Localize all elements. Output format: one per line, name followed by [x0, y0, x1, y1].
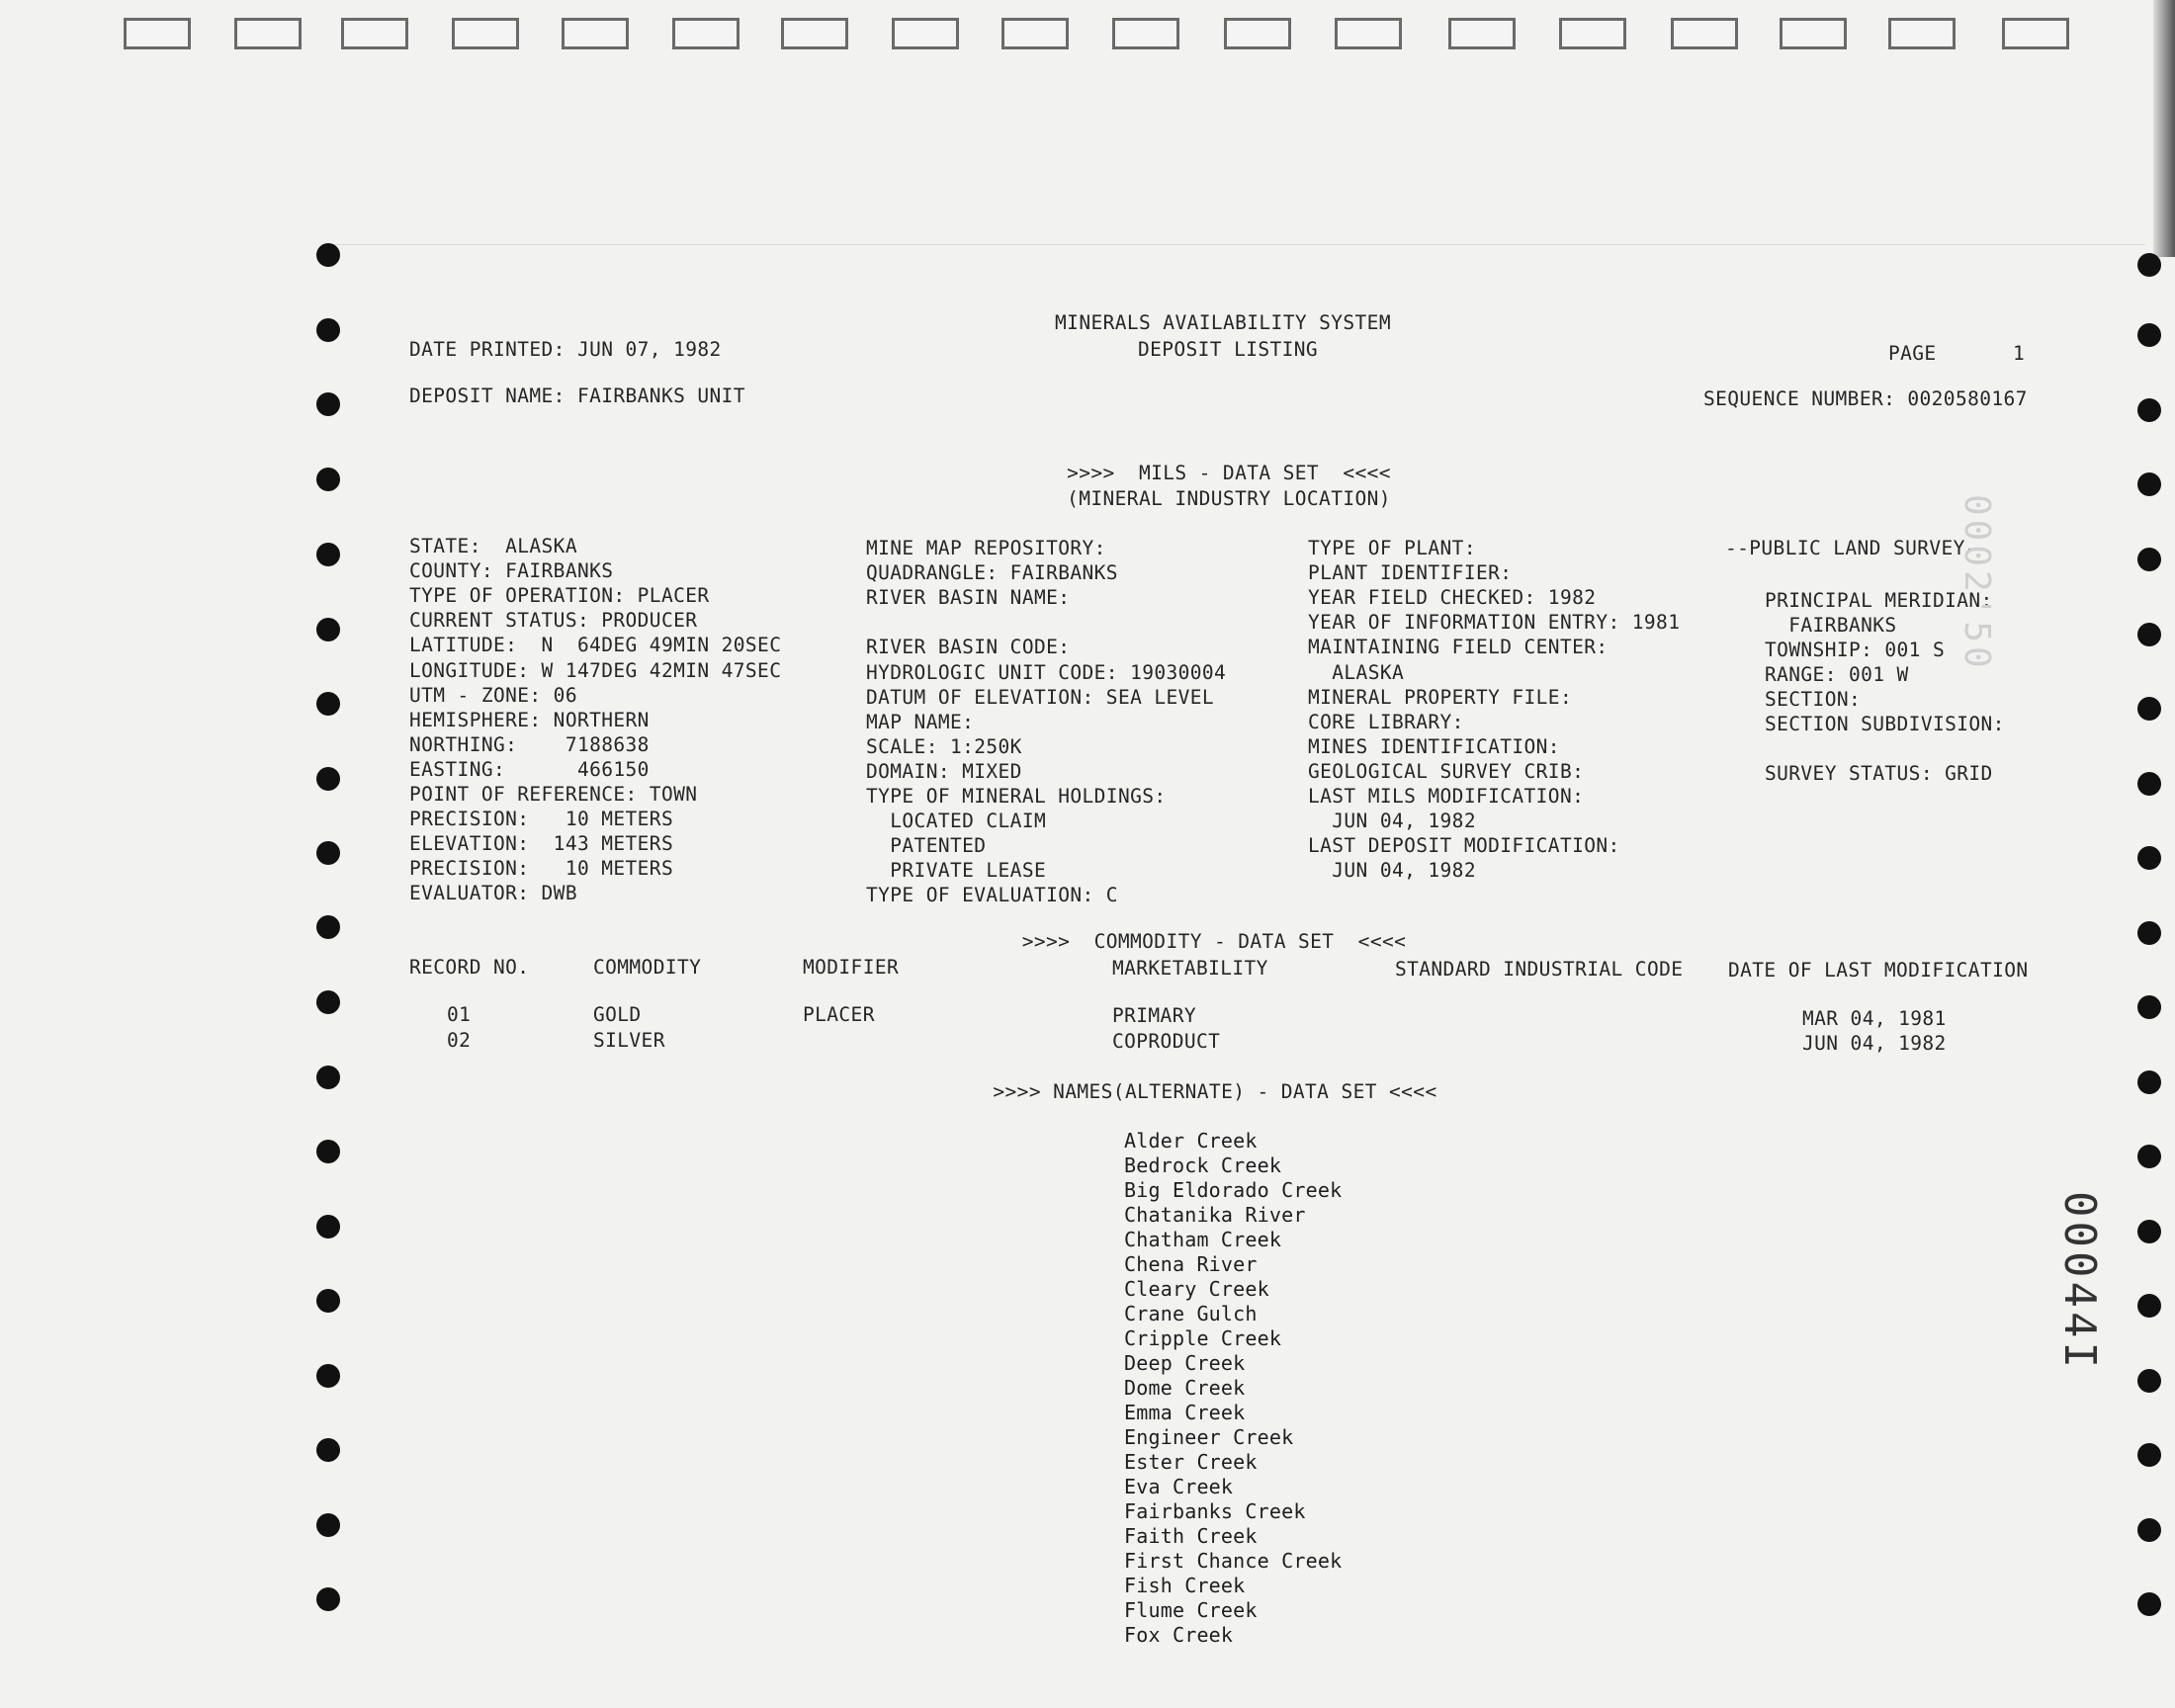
- tractor-hole-right: [2137, 1369, 2161, 1393]
- tractor-hole-left: [316, 841, 340, 865]
- mils-field: JUN 04, 1982: [1308, 859, 1476, 882]
- column-header: STANDARD INDUSTRIAL CODE: [1395, 958, 1684, 981]
- mils-field: SECTION:: [1765, 688, 1862, 711]
- column-header: COMMODITY: [593, 956, 702, 979]
- mils-field: PRINCIPAL MERIDIAN:: [1765, 589, 1993, 612]
- mils-field: LONGITUDE: W 147DEG 42MIN 47SEC: [409, 659, 782, 682]
- mils-field: NORTHING: 7188638: [409, 733, 650, 756]
- list-item: Cleary Creek: [1124, 1277, 1269, 1301]
- list-item: Chatanika River: [1124, 1203, 1306, 1227]
- tractor-hole-left: [316, 543, 340, 566]
- mils-field: FAIRBANKS: [1765, 614, 1897, 637]
- list-item: Chatham Creek: [1124, 1228, 1282, 1251]
- listing-title: DEPOSIT LISTING: [1137, 338, 1319, 361]
- modifier: PLACER: [803, 1003, 875, 1026]
- mils-field: LAST MILS MODIFICATION:: [1308, 785, 1585, 808]
- mils-heading: >>>> MILS - DATA SET <<<<: [1067, 462, 1391, 484]
- tractor-hole-left: [316, 1066, 340, 1089]
- list-item: Dome Creek: [1124, 1376, 1246, 1400]
- list-item: Faith Creek: [1124, 1524, 1258, 1548]
- last-modified-date: JUN 04, 1982: [1802, 1032, 1947, 1055]
- tractor-hole-right: [2137, 398, 2161, 422]
- mils-field: SURVEY STATUS: GRID: [1765, 762, 1993, 785]
- record-number: 02: [447, 1029, 472, 1052]
- list-item: Chena River: [1124, 1252, 1258, 1276]
- tractor-hole-left: [316, 1289, 340, 1313]
- mils-field: LOCATED CLAIM: [866, 810, 1047, 832]
- tractor-hole-left: [316, 692, 340, 716]
- tractor-perforation: [1780, 18, 1847, 49]
- mils-field: HEMISPHERE: NORTHERN: [409, 709, 650, 731]
- tractor-perforation: [1335, 18, 1402, 49]
- mils-field: ELEVATION: 143 METERS: [409, 832, 674, 855]
- tractor-hole-right: [2137, 846, 2161, 870]
- names-heading: >>>> NAMES(ALTERNATE) - DATA SET <<<<: [993, 1080, 1437, 1103]
- tractor-hole-right: [2137, 1220, 2161, 1243]
- mils-field: YEAR OF INFORMATION ENTRY: 1981: [1308, 611, 1681, 634]
- mils-field: YEAR FIELD CHECKED: 1982: [1308, 586, 1597, 609]
- list-item: Engineer Creek: [1124, 1425, 1294, 1449]
- tractor-hole-right: [2137, 1592, 2161, 1616]
- commodity-name: GOLD: [593, 1003, 642, 1026]
- commodity-name: SILVER: [593, 1029, 665, 1052]
- mils-field: HYDROLOGIC UNIT CODE: 19030004: [866, 661, 1227, 684]
- mils-field: GEOLOGICAL SURVEY CRIB:: [1308, 760, 1585, 783]
- tractor-hole-left: [316, 1140, 340, 1163]
- mils-field: STATE: ALASKA: [409, 535, 577, 557]
- tractor-perforation: [1448, 18, 1516, 49]
- mils-field: DATUM OF ELEVATION: SEA LEVEL: [866, 686, 1215, 709]
- tractor-hole-right: [2137, 995, 2161, 1019]
- tractor-hole-right: [2137, 548, 2161, 571]
- mils-field: MAP NAME:: [866, 711, 975, 733]
- mils-field: TYPE OF MINERAL HOLDINGS:: [866, 785, 1167, 808]
- list-item: First Chance Creek: [1124, 1549, 1343, 1573]
- mils-field: SECTION SUBDIVISION:: [1765, 713, 2005, 735]
- mils-field: CURRENT STATUS: PRODUCER: [409, 609, 698, 632]
- mils-field: TOWNSHIP: 001 S: [1765, 639, 1946, 661]
- page-edge-shadow: [2153, 0, 2175, 257]
- tractor-hole-right: [2137, 1518, 2161, 1542]
- mils-field: SCALE: 1:250K: [866, 735, 1022, 758]
- last-modified-date: MAR 04, 1981: [1802, 1007, 1947, 1030]
- mils-field: LATITUDE: N 64DEG 49MIN 20SEC: [409, 634, 782, 656]
- tractor-hole-left: [316, 767, 340, 791]
- tractor-hole-right: [2137, 697, 2161, 721]
- tractor-hole-right: [2137, 1294, 2161, 1318]
- tractor-perforation: [1112, 18, 1179, 49]
- public-land-survey-heading: --PUBLIC LAND SURVEY--: [1725, 537, 1990, 559]
- mils-field: PATENTED: [866, 834, 987, 857]
- mils-field: PRECISION: 10 METERS: [409, 857, 674, 880]
- mils-field: TYPE OF EVALUATION: C: [866, 884, 1118, 906]
- mils-field: MINERAL PROPERTY FILE:: [1308, 686, 1573, 709]
- tractor-perforation: [124, 18, 191, 49]
- sequence-number: SEQUENCE NUMBER: 0020580167: [1703, 387, 2028, 410]
- tractor-hole-left: [316, 915, 340, 939]
- mils-field: RIVER BASIN CODE:: [866, 636, 1071, 658]
- list-item: Fox Creek: [1124, 1623, 1234, 1647]
- tractor-hole-left: [316, 618, 340, 641]
- page-number: 1: [2013, 342, 2026, 365]
- tractor-hole-left: [316, 1587, 340, 1611]
- perforation-fold-line: [326, 244, 2145, 245]
- commodity-heading: >>>> COMMODITY - DATA SET <<<<: [1021, 930, 1407, 953]
- mils-field: UTM - ZONE: 06: [409, 684, 577, 707]
- date-printed: DATE PRINTED: JUN 07, 1982: [409, 338, 722, 361]
- mils-field: POINT OF REFERENCE: TOWN: [409, 783, 698, 806]
- mils-field: EVALUATOR: DWB: [409, 882, 577, 904]
- list-item: Crane Gulch: [1124, 1302, 1258, 1325]
- tractor-perforation: [781, 18, 848, 49]
- list-item: Cripple Creek: [1124, 1326, 1282, 1350]
- column-header: MODIFIER: [803, 956, 900, 979]
- list-item: Bedrock Creek: [1124, 1153, 1282, 1177]
- list-item: Fish Creek: [1124, 1574, 1246, 1597]
- tractor-perforation: [1224, 18, 1291, 49]
- column-header: MARKETABILITY: [1112, 957, 1268, 980]
- mils-field: QUADRANGLE: FAIRBANKS: [866, 561, 1118, 584]
- mils-field: MAINTAINING FIELD CENTER:: [1308, 636, 1609, 658]
- tractor-perforation: [672, 18, 740, 49]
- tractor-perforation: [1001, 18, 1069, 49]
- mils-field: RIVER BASIN NAME:: [866, 586, 1071, 609]
- mils-field: PRECISION: 10 METERS: [409, 808, 674, 830]
- tractor-perforation: [562, 18, 629, 49]
- tractor-hole-right: [2137, 1070, 2161, 1094]
- deposit-name: DEPOSIT NAME: FAIRBANKS UNIT: [409, 384, 745, 407]
- mils-field: CORE LIBRARY:: [1308, 711, 1464, 733]
- tractor-hole-left: [316, 468, 340, 491]
- tractor-hole-right: [2137, 772, 2161, 796]
- tractor-hole-left: [316, 1438, 340, 1462]
- list-item: Ester Creek: [1124, 1450, 1258, 1474]
- list-item: Alder Creek: [1124, 1129, 1258, 1153]
- list-item: Eva Creek: [1124, 1475, 1234, 1498]
- mils-field: MINE MAP REPOSITORY:: [866, 537, 1106, 559]
- list-item: Fairbanks Creek: [1124, 1499, 1306, 1523]
- mils-field: TYPE OF PLANT:: [1308, 537, 1476, 559]
- page-label: PAGE: [1888, 342, 1937, 365]
- tractor-hole-left: [316, 243, 340, 267]
- tractor-hole-right: [2137, 253, 2161, 277]
- mils-field: LAST DEPOSIT MODIFICATION:: [1308, 834, 1620, 857]
- tractor-hole-right: [2137, 323, 2161, 347]
- mils-field: EASTING: 466150: [409, 758, 650, 781]
- tractor-hole-right: [2137, 623, 2161, 646]
- marketability: PRIMARY: [1112, 1004, 1196, 1027]
- tractor-hole-left: [316, 1215, 340, 1238]
- tractor-hole-left: [316, 318, 340, 342]
- list-item: Flume Creek: [1124, 1598, 1258, 1622]
- tractor-hole-left: [316, 392, 340, 416]
- faint-show-through-stamp: 0002'50: [1957, 494, 1997, 672]
- marketability: COPRODUCT: [1112, 1030, 1221, 1053]
- mils-field: RANGE: 001 W: [1765, 663, 1909, 686]
- tractor-hole-left: [316, 1513, 340, 1537]
- tractor-perforation: [452, 18, 519, 49]
- mils-field: PLANT IDENTIFIER:: [1308, 561, 1513, 584]
- tractor-perforation: [1671, 18, 1738, 49]
- column-header: DATE OF LAST MODIFICATION: [1728, 959, 2029, 982]
- tractor-perforation: [341, 18, 408, 49]
- tractor-perforation: [2002, 18, 2069, 49]
- list-item: Big Eldorado Creek: [1124, 1178, 1343, 1202]
- mils-field: DOMAIN: MIXED: [866, 760, 1022, 783]
- tractor-hole-right: [2137, 1443, 2161, 1467]
- list-item: Emma Creek: [1124, 1401, 1246, 1424]
- list-item: Deep Creek: [1124, 1351, 1246, 1375]
- system-title: MINERALS AVAILABILITY SYSTEM: [1055, 311, 1391, 334]
- tractor-hole-left: [316, 990, 340, 1014]
- record-number: 01: [447, 1003, 472, 1026]
- mils-field: JUN 04, 1982: [1308, 810, 1476, 832]
- tractor-perforation: [1888, 18, 1956, 49]
- tractor-perforation: [234, 18, 302, 49]
- mils-field: TYPE OF OPERATION: PLACER: [409, 584, 710, 607]
- tractor-perforation: [892, 18, 959, 49]
- tractor-perforation: [1559, 18, 1626, 49]
- column-header: RECORD NO.: [409, 956, 530, 979]
- mils-field: COUNTY: FAIRBANKS: [409, 559, 614, 582]
- mils-field: MINES IDENTIFICATION:: [1308, 735, 1560, 758]
- tractor-hole-right: [2137, 921, 2161, 945]
- tractor-hole-right: [2137, 1145, 2161, 1168]
- mils-field: ALASKA: [1308, 661, 1405, 684]
- mils-subheading: (MINERAL INDUSTRY LOCATION): [1067, 487, 1391, 510]
- tractor-hole-left: [316, 1364, 340, 1388]
- mils-field: PRIVATE LEASE: [866, 859, 1047, 882]
- document-control-stamp: 00044I: [2054, 1191, 2105, 1372]
- tractor-hole-right: [2137, 472, 2161, 496]
